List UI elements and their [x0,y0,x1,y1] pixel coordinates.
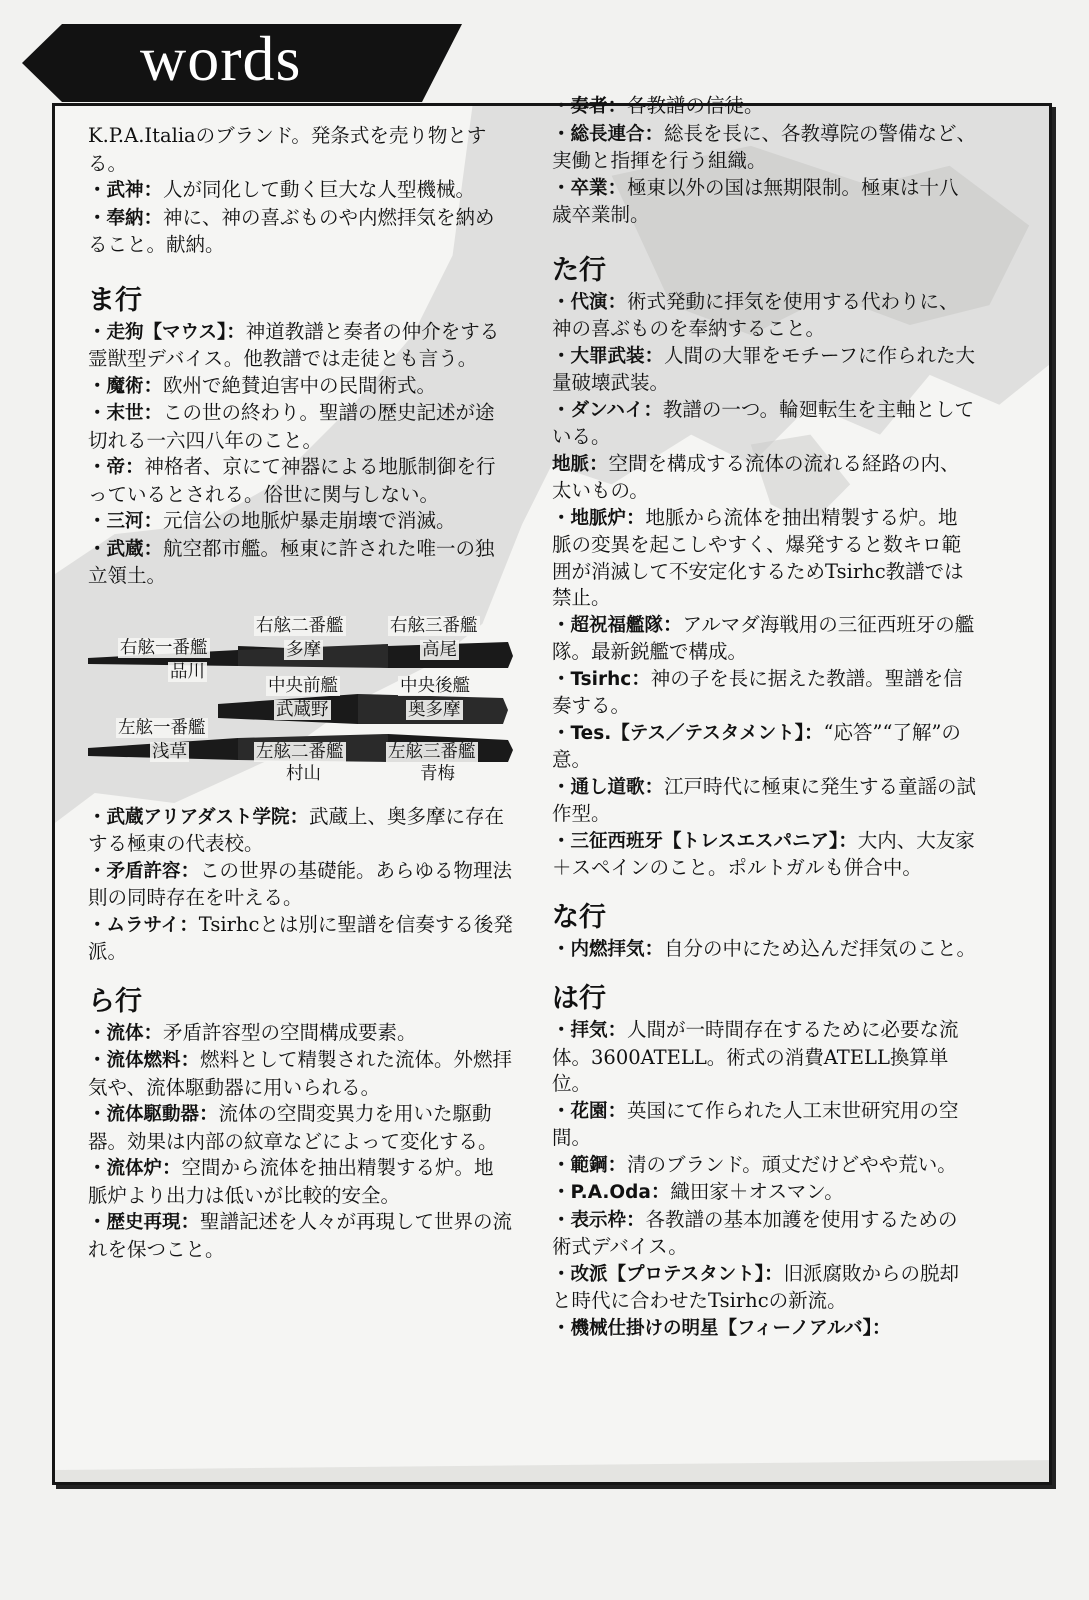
glossary-entry: ・Tes.【テス／テスタメント】：“応答”“了解”の意。 [552,720,961,771]
glossary-entry: ・範鋼：清のブランド。頑丈だけどやや荒い。 [552,1152,957,1176]
ship-place: 奥多摩 [408,699,461,720]
glossary-entry: ・帝：神格者、京にて神器による地脈制御を行っているとされる。俗世に関与しない。 [88,455,496,506]
ship-label: 右舷二番艦 [256,615,344,636]
glossary-entry: ・超祝福艦隊：アルマダ海戦用の三征西班牙の艦隊。最新鋭艦で構成。 [552,612,975,663]
section-heading-ra: ら行 [88,985,142,1017]
ship-place: 武蔵野 [276,699,329,720]
glossary-entry: ・卒業：極東以外の国は無期限制。極東は十八歳卒業制。 [552,175,959,226]
glossary-entry: ・三河：元信公の地脈炉暴走崩壊で消滅。 [88,509,456,532]
glossary-entry: ・武神：人が同化して動く巨大な人型機械。 [88,178,476,201]
section-heading-ma: ま行 [88,284,142,316]
glossary-entry: ・奉納：神に、神の喜ぶものや内燃拝気を納めること。献納。 [88,205,495,256]
glossary-entry: ・末世：この世の終わり。聖譜の歴史記述が途切れる一六四八年のこと。 [88,401,495,452]
glossary-entry: 地脈：空間を構成する流体の流れる経路の内、太いもの。 [552,451,960,502]
ship-place: 多摩 [286,639,321,660]
ship-label: 左舷二番艦 [256,741,344,762]
glossary-entry: ・流体燃料：燃料として精製された流体。外燃拝気や、流体駆動器に用いられる。 [88,1048,513,1099]
glossary-entry: ・流体：矛盾許容型の空間構成要素。 [88,1020,417,1044]
ship-label: 左舷一番艦 [118,717,206,738]
glossary-entry: ・内燃拝気：自分の中にため込んだ拝気のこと。 [552,936,977,960]
glossary-entry: ・矛盾許容：この世界の基礎能。あらゆる物理法則の同時存在を叶える。 [88,858,513,909]
glossary-entry: ・走狗【マウス】：神道教譜と奏者の仲介をする霊獣型デバイス。他教譜では走徒とも言う。 [88,319,500,370]
glossary-entry: ・ダンハイ：教譜の一つ。輪廻転生を主軸としている。 [552,397,975,448]
section-heading-na: な行 [552,901,606,933]
glossary-entry: ・大罪武装：人間の大罪をモチーフに作られた大量破壊武装。 [552,343,976,394]
glossary-entry: ・ムラサイ：Tsirhcとは別に聖譜を信奏する後発派。 [88,912,513,963]
left-column [88,123,513,1263]
glossary-entry: ・代演：術式発動に拝気を使用する代わりに、神の喜ぶものを奉納すること。 [552,289,959,340]
glossary-entry: ・花園：英国にて作られた人工末世研究用の空間。 [552,1098,959,1149]
ship-place: 品川 [170,661,205,682]
ship-label: 右舷一番艦 [120,637,208,658]
section-heading-ha: は行 [552,983,606,1014]
section-heading-ta: た行 [552,254,606,286]
ship-place: 高尾 [422,639,457,660]
ship-label: 左舷三番艦 [388,741,476,762]
glossary-entry: K.P.A.Italiaのブランド。発条式を売り物とする。 [88,124,487,175]
glossary-entry: ・通し道歌：江戸時代に極東に発生する童謡の試作型。 [552,774,977,825]
page-title: words [140,23,302,94]
glossary-entry: ・地脈炉：地脈から流体を抽出精製する炉。地脈の変異を起こしやすく、爆発すると数キロ範囲が消滅して不安定化するためTsirhc教譜では禁止。 [552,505,964,609]
glossary-entry: ・総長連合：総長を長に、各教導院の警備など、実働と指揮を行う組織。 [552,121,977,172]
ship-place: 浅草 [152,741,187,762]
glossary-entry: ・流体駆動器：流体の空間変異力を用いた駆動器。効果は内部の紋章などによって変化する。 [88,1102,498,1153]
glossary-entry: ・拝気：人間が一時間存在するために必要な流体。3600ATELL。術式の消費ATELL換算単位。 [552,1018,959,1095]
glossary-entry: ・P.A.Oda：織田家＋オスマン。 [552,1180,844,1203]
ship-label: 右舷三番艦 [390,615,478,636]
glossary-entry: ・Tsirhc：神の子を長に据えた教譜。聖譜を信奏する。 [552,666,963,717]
glossary-entry: ・表示枠：各教譜の基本加護を使用するための術式デバイス。 [552,1207,958,1258]
glossary-entry: ・奏者：各教譜の信徒。 [552,94,764,117]
glossary-entry: ・歴史再現：聖譜記述を人々が再現して世界の流れを保つこと。 [88,1210,513,1261]
right-column [552,93,977,1342]
glossary-entry: ・三征西班牙【トレスエスパニア】：大内、大友家＋スペインのこと。ポルトガルも併合中。 [552,828,975,879]
glossary-entry: ・流体炉：空間から流体を抽出精製する炉。地脈炉より出力は低いが比較的安全。 [88,1156,494,1207]
glossary-entry: ・改派【プロテスタント】：旧派腐敗からの脱却と時代に合わせたTsirhcの新流。 [552,1261,960,1312]
glossary-entry: ・武蔵アリアダスト学院：武蔵上、奥多摩に存在する極東の代表校。 [88,804,504,855]
fleet-diagram [88,606,513,784]
ship-place: 村山 [286,763,321,784]
ship-label: 中央後艦 [400,675,470,696]
glossary-entry: ・武蔵：航空都市艦。極東に許された唯一の独立領土。 [88,536,495,587]
ship-label: 中央前艦 [268,675,338,696]
glossary-entry: ・魔術：欧州で絶賛迫害中の民間術式。 [88,373,437,397]
glossary-entry: ・機械仕掛けの明星【フィーノアルバ】： [552,1315,892,1339]
ship-place: 青梅 [420,763,455,784]
